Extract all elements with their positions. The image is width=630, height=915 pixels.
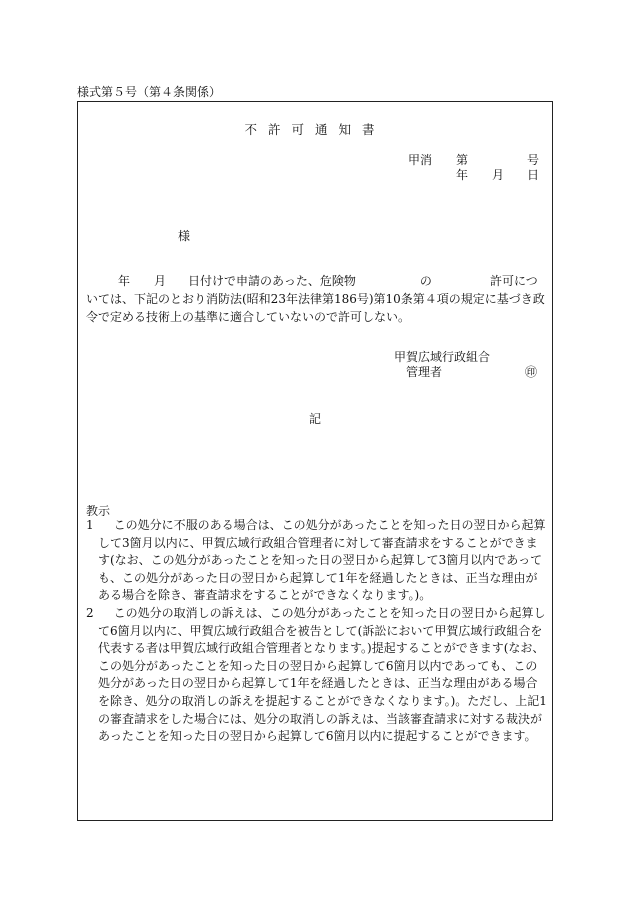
body-month: 月 [154,274,167,288]
ref-org: 甲消 [408,153,433,167]
date-day: 日 [527,168,540,182]
document-title: 不許可通知書 [244,122,386,137]
instruction-item-2 [86,605,548,746]
body-part1: 日付けで申請のあった、危険物 [188,274,356,288]
body-no: の [419,274,432,288]
issuer-org: 甲賀広域行政組合 [394,350,491,364]
date-month: 月 [492,168,505,182]
ki-heading: 記 [308,412,321,426]
seal-mark: ㊞ [525,365,538,379]
body-part2: 許可については、下記のとおり消防法(昭和23年法律第186号)第10条第４項の規定に基づき政令で定める技術上の基準に適合していないので許可しない。 [86,274,545,324]
addressee-honorific: 様 [178,229,191,243]
instruction-item-1 [86,517,548,605]
instruction-number: 1 [86,518,94,532]
ref-go: 号 [527,153,540,167]
notice-frame [77,101,553,821]
instruction-text: この処分に不服のある場合は、この処分があったことを知った日の翌日から起算して3箇月以内に、甲賀広域行政組合管理者に対して審査請求をすることができます(なお、この処分があったことを知った日の翌日から起算して3箇月以内であっても、この処分があった日の翌日から起算して1年を経過したときは、正当な理由がある場合を除き、審査請求をすることができなくなります。)。 [98,518,546,603]
ref-dai: 第 [456,153,469,167]
issuer-title: 管理者 [406,365,443,379]
form-number-label: 様式第５号（第４条関係） [77,85,222,99]
instruction-text: この処分の取消しの訴えは、この処分があったことを知った日の翌日から起算して6箇月以内に、甲賀広域行政組合を被告として(訴訟において甲賀広域行政組合を代表する者は甲賀広域行政組合管理者となります。)提起することができます(なお、この処分があったことを知った日の翌日から起算して6箇月以内であっても、この処分があった日の翌日から起算して1年を経過したときは、正当な理由がある場合を除き、処分の取消しの訴えを提起することができなくなります。)。ただし、上記1の審査請求をした場合には、処分の取消しの訴えは、当該審査請求に対する裁決があったことを知った日の翌日から起算して6箇月以内に提起することができます。 [98,606,547,744]
body-year: 年 [118,274,131,288]
instructions-heading: 教示 [86,504,111,518]
notice-body [86,272,548,326]
instruction-number: 2 [86,606,94,620]
date-year: 年 [456,168,469,182]
